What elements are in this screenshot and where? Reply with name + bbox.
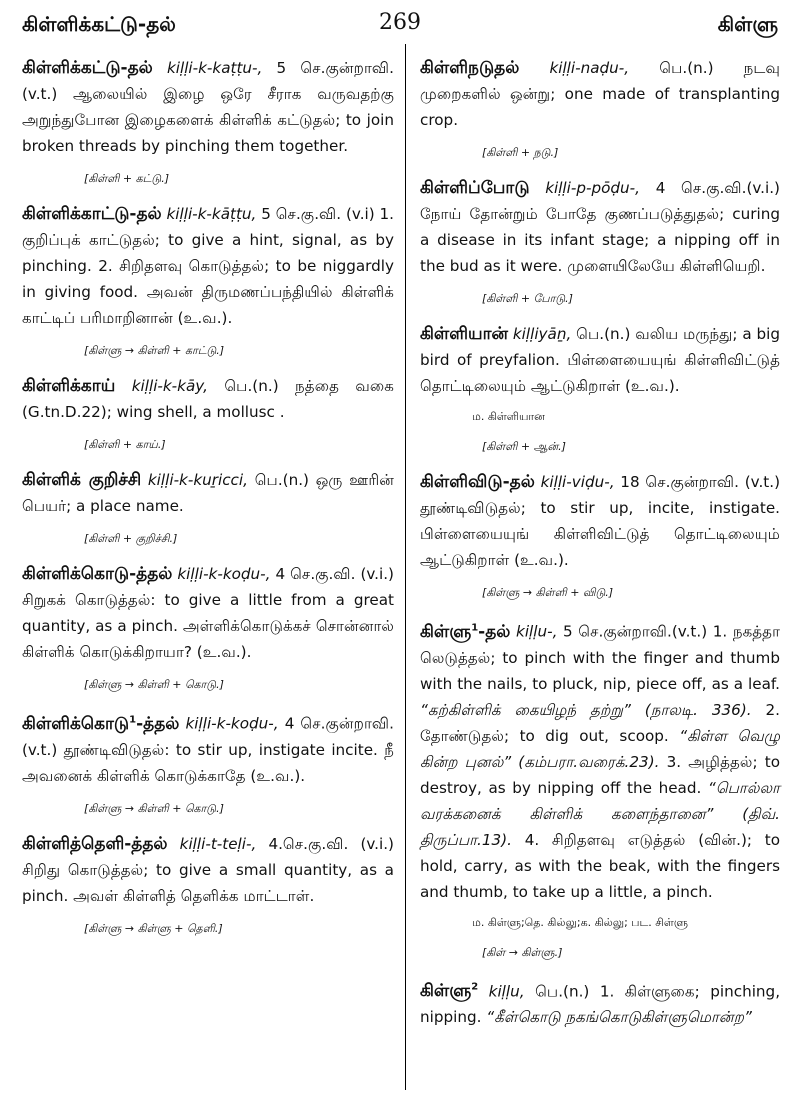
definition-sense-1: 5 செ.குன்றாவி.(v.t.) 1. நகத்தா லெடுத்தல்; to pinch with the finger and thumb with the nails, to pluck, nip, piece off, as a leaf. [420,622,781,693]
headword-stem: கிள்ளு [420,981,472,1002]
headword: கிள்ளிக் குறிச்சி [22,470,142,490]
left-column [22,55,394,951]
headword: கிள்ளிப்போடு [420,178,530,198]
headword: கிள்ளிக்கட்டு-தல் [22,58,153,78]
quotation: “பொல்லா வரக்கனைக் கிள்ளிக் களைந்தானை” (திவ். திருப்பா.13). [420,778,780,849]
quotation: “கிள்ள வெழு கின்ற புனல்” (கம்பரா.வரைக்.23). [420,726,780,771]
transliteration: kiḷḷi-k-kuṟicci, [147,471,248,489]
etymology: [கிள் → கிள்ளு.] [482,945,563,959]
definition: பெ.(n.) வலிய மருந்து; a big bird of preyfalion. பிள்ளையையுங் கிள்ளிவிட்டுத் தொட்டிலையும் ஆட்டுகிறாள் (உ.வ.). [420,325,780,395]
definition: பெ.(n.) ஒரு ஊரின் பெயர்; a place name. [22,471,395,515]
page-number: 269 [379,10,421,35]
headword-stem: கிள்ளு [420,621,472,642]
etymology: [கிள்ளு → கிள்ளி + கொடு.] [84,801,224,815]
dictionary-entry [22,373,394,455]
transliteration: kiḷḷi-viḍu-, [540,473,615,491]
cognates: ம. கிள்ளு;தெ. கில்லு;க. கில்லு; பட. சிள்ளு [472,915,688,929]
etymology: [கிள்ளி + ஆன்.] [482,440,566,453]
etymology: [கிள்ளி + குறிச்சி.] [84,532,178,545]
cognates: ம. கிள்ளியான [472,410,545,423]
transliteration: kiḷḷi-k-kaṭṭu-, [166,59,263,77]
etymology: [கிள்ளு → கிள்ளி + விடு.] [482,586,614,599]
transliteration: kiḷḷi-k-kāy, [131,377,208,395]
transliteration: kiḷḷi-k-kāṭṭu, [166,205,257,223]
transliteration: kiḷḷi-k-koḍu-, [185,714,279,733]
definition: 4 செ.கு.வி.(v.i.) நோய் தோன்றும் போதே குணப்படுத்துதல்; curing a disease in its infant stage; a nipping off in the bud as it were. முளையிலேயே கிள்ளியெறி. [420,179,780,275]
homograph-number: 1 [471,622,479,633]
headword [420,981,478,1001]
definition: பெ.(n.) நடவு முறைகளில் ஒன்று; one made of transplanting crop. [420,59,780,129]
headword: கிள்ளித்தெளி-த்தல் [22,833,168,854]
dictionary-entry [420,975,780,1031]
etymology: [கிள்ளி + கட்டு.] [84,172,169,185]
dictionary-entry [420,615,780,963]
etymology: [கிள்ளு → கிள்ளு + தெளி.] [84,921,223,935]
headword: கிள்ளிக்காய் [22,376,116,396]
dictionary-entry [420,55,780,163]
definition: 5 செ.கு.வி. (v.i) 1. குறிப்புக் காட்டுதல்; to give a hint, signal, as by pinching. 2. சிறிதளவு கொடுத்தல்; to be niggardly in giving food. அவன் திருமணப்பந்தியில் கிள்ளிக் காட்டிப் பரிமாறினான் (உ.வ.). [22,205,395,327]
quotation: “கீள்கொடு நகங்கொடுகிள்ளுமொன்ற” [486,1008,752,1027]
headword-stem: கிள்ளிக்கொடு [22,713,130,734]
dictionary-entry [22,467,394,549]
headword: கிள்ளிக்கொடு-த்தல் [22,564,173,584]
dictionary-entry [420,469,780,603]
transliteration: kiḷḷu-, [516,622,558,641]
headword-suffix: -த்தல் [136,713,180,734]
quotation: “கற்கிள்ளிக் கையிழந் தற்று” (நாலடி. 336). [420,700,752,719]
right-column [420,55,780,1038]
etymology: [கிள்ளி + காய்.] [84,438,166,451]
transliteration: kiḷḷi-naḍu-, [549,59,630,77]
definition: 4.செ.கு.வி. (v.i.) சிறிது கொடுத்தல்; to give a small quantity, as a pinch. அவள் கிள்ளித் தெளிக்க மாட்டாள். [22,834,394,905]
definition: 5 செ.குன்றாவி. (v.t.) ஆலையில் இழை ஒரே சீராக வருவதற்கு அறுந்துபோன இழைகளைக் கிள்ளிக் கட்டுதல்; to join broken threads by pinching them together. [22,59,394,155]
dictionary-entry [22,55,394,189]
etymology: [கிள்ளு → கிள்ளி + கொடு.] [84,678,224,691]
etymology: [கிள்ளி + நடு.] [482,146,559,159]
dictionary-entry [22,707,394,819]
headword [22,714,179,734]
definition: 4 செ.கு.வி. (v.i.) சிறுகக் கொடுத்தல்: to give a little from a great quantity, as a pinch. அள்ளிக்கொடுக்கச் சொன்னால் கிள்ளிக் கொடுக்கிறாயா? (உ.வ.). [22,565,394,661]
homograph-number: 1 [129,714,137,725]
transliteration: kiḷḷiyāṉ, [512,325,572,343]
dictionary-entry [22,831,394,939]
definition-sense-3: 3. அழித்தல்; to destroy, as by nipping off the head. [420,752,780,797]
dictionary-entry [22,561,394,695]
column-divider [405,44,406,1090]
headword: கிள்ளிக்காட்டு-தல் [22,204,162,224]
transliteration: kiḷḷi-t-teḷi-, [179,834,257,853]
definition-sense-4: 4. சிறிதளவு எடுத்தல் (வின்.); to hold, carry, as with the beak, with the fingers and thumb, to take up a little, a pinch. [420,830,780,901]
transliteration: kiḷḷi-k-koḍu-, [177,565,271,583]
dictionary-entry [420,321,780,457]
headword: கிள்ளிநடுதல் [420,58,520,78]
running-head-right: கிள்ளு [717,12,778,36]
definition: 18 செ.குன்றாவி. (v.t.) தூண்டிவிடுதல்; to stir up, incite, instigate. பிள்ளையையுங் கிள்ளிவிட்டுத் தொட்டிலையும் ஆட்டுகிறாள் (உ.வ.). [420,473,780,569]
page-header [22,10,778,40]
etymology: [கிள்ளு → கிள்ளி + காட்டு.] [84,344,225,357]
etymology: [கிள்ளி + போடு.] [482,292,573,305]
transliteration: kiḷḷu, [488,982,525,1001]
headword: கிள்ளியான் [420,324,509,344]
transliteration: kiḷḷi-p-pōḍu-, [545,179,640,197]
homograph-number: 2 [471,981,479,993]
headword: கிள்ளிவிடு-தல் [420,472,535,492]
definition: பெ.(n.) 1. கிள்ளுகை; pinching, nipping. [420,982,781,1027]
running-head-left: கிள்ளிக்கட்டு-தல் [22,12,176,36]
definition-sense-2: 2. தோண்டுதல்; to dig out, scoop. [420,700,781,745]
definition: 4 செ.குன்றாவி. (v.t.) தூண்டிவிடுதல்: to stir up, instigate incite. நீ அவனைக் கிள்ளிக் கொடுக்காதே (உ.வ.). [22,714,395,785]
headword [420,622,510,642]
definition: பெ.(n.) நத்தை வகை (G.tn.D.22); wing shell, a mollusc . [22,377,395,421]
dictionary-entry [420,175,780,309]
dictionary-entry [22,201,394,361]
headword-suffix: -தல் [478,621,511,642]
